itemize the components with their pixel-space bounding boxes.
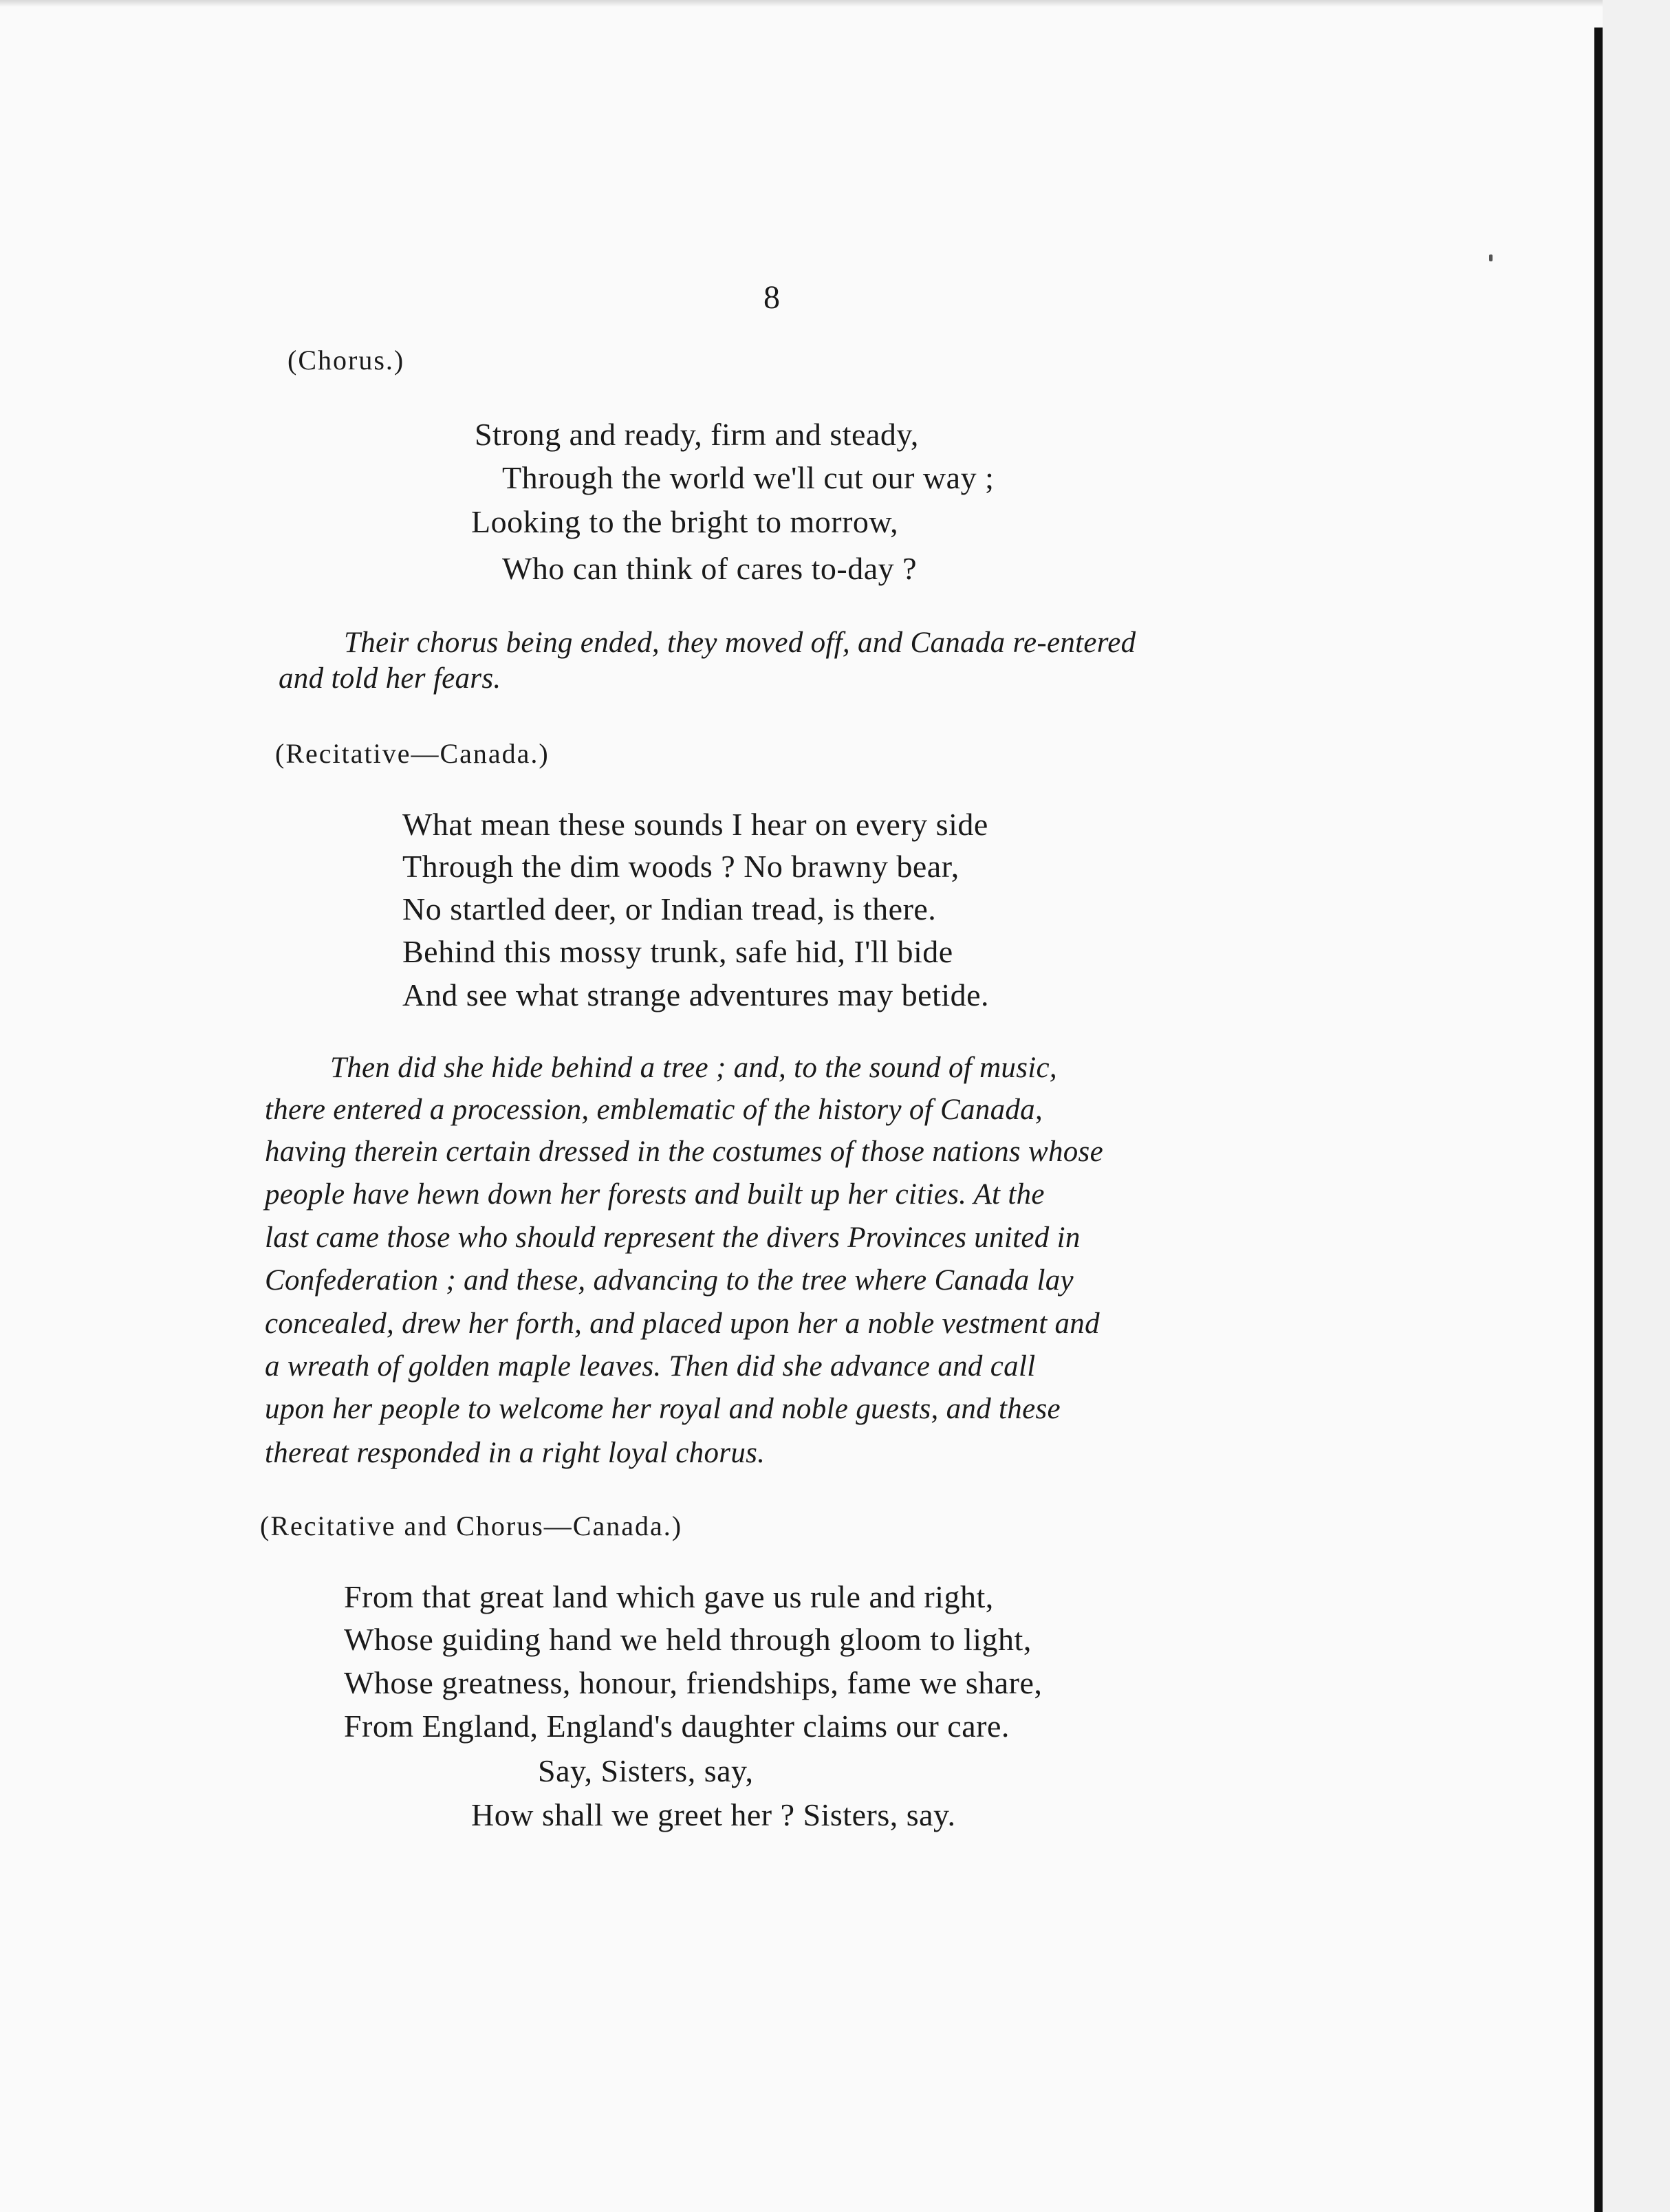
stage-direction-line: Then did she hide behind a tree ; and, to the sound of music,	[330, 1052, 1057, 1084]
verse-line: No startled deer, or Indian tread, is there.	[402, 891, 937, 926]
verse-line: Whose greatness, honour, friendships, fame we share,	[344, 1665, 1043, 1700]
section-heading-chorus: (Chorus.)	[288, 345, 405, 376]
stage-direction-line: last came those who should represent the divers Provinces united in	[265, 1222, 1081, 1254]
page-gutter	[1603, 0, 1670, 2212]
stage-direction-line: thereat responded in a right loyal chorus.	[265, 1437, 766, 1469]
section-heading-recitative-chorus: (Recitative and Chorus—Canada.)	[260, 1510, 683, 1541]
stage-direction-line: Their chorus being ended, they moved off, and Canada re-entered	[344, 627, 1136, 659]
stage-direction-line: people have hewn down her forests and built up her cities. At the	[265, 1178, 1045, 1211]
verse-line: Through the dim woods ? No brawny bear,	[402, 849, 959, 884]
verse-line: Through the world we'll cut our way ;	[502, 460, 995, 495]
stage-direction-line: and told her fears.	[279, 662, 501, 695]
verse-line: How shall we greet her ? Sisters, say.	[471, 1797, 956, 1832]
verse-line: Say, Sisters, say,	[538, 1753, 754, 1788]
stage-direction-line: having therein certain dressed in the costumes of those nations whose	[265, 1136, 1103, 1168]
verse-line: Whose guiding hand we held through gloom to light,	[344, 1622, 1032, 1657]
verse-line: Looking to the bright to morrow,	[471, 504, 899, 539]
page-top-edge	[0, 0, 1670, 7]
verse-line: Who can think of cares to-day ?	[502, 551, 918, 586]
stage-direction-line: Confederation ; and these, advancing to the tree where Canada lay	[265, 1264, 1074, 1297]
page-number: 8	[763, 279, 780, 316]
stage-direction-line: concealed, drew her forth, and placed upon her a noble vestment and	[265, 1308, 1100, 1340]
scan-speck	[1489, 254, 1493, 261]
section-heading-recitative: (Recitative—Canada.)	[275, 738, 550, 769]
verse-line: Strong and ready, firm and steady,	[475, 417, 919, 452]
verse-line: And see what strange adventures may betide.	[402, 977, 990, 1012]
verse-line: From that great land which gave us rule and right,	[344, 1579, 994, 1614]
verse-line: From England, England's daughter claims our care.	[344, 1709, 1010, 1744]
verse-line: Behind this mossy trunk, safe hid, I'll bide	[402, 934, 953, 969]
stage-direction-line: a wreath of golden maple leaves. Then did she advance and call	[265, 1350, 1036, 1382]
stage-direction-line: upon her people to welcome her royal and noble guests, and these	[265, 1393, 1061, 1425]
page-edge-shadow	[1594, 28, 1603, 2212]
verse-line: What mean these sounds I hear on every side	[402, 807, 988, 842]
stage-direction-line: there entered a procession, emblematic of the history of Canada,	[265, 1094, 1043, 1126]
